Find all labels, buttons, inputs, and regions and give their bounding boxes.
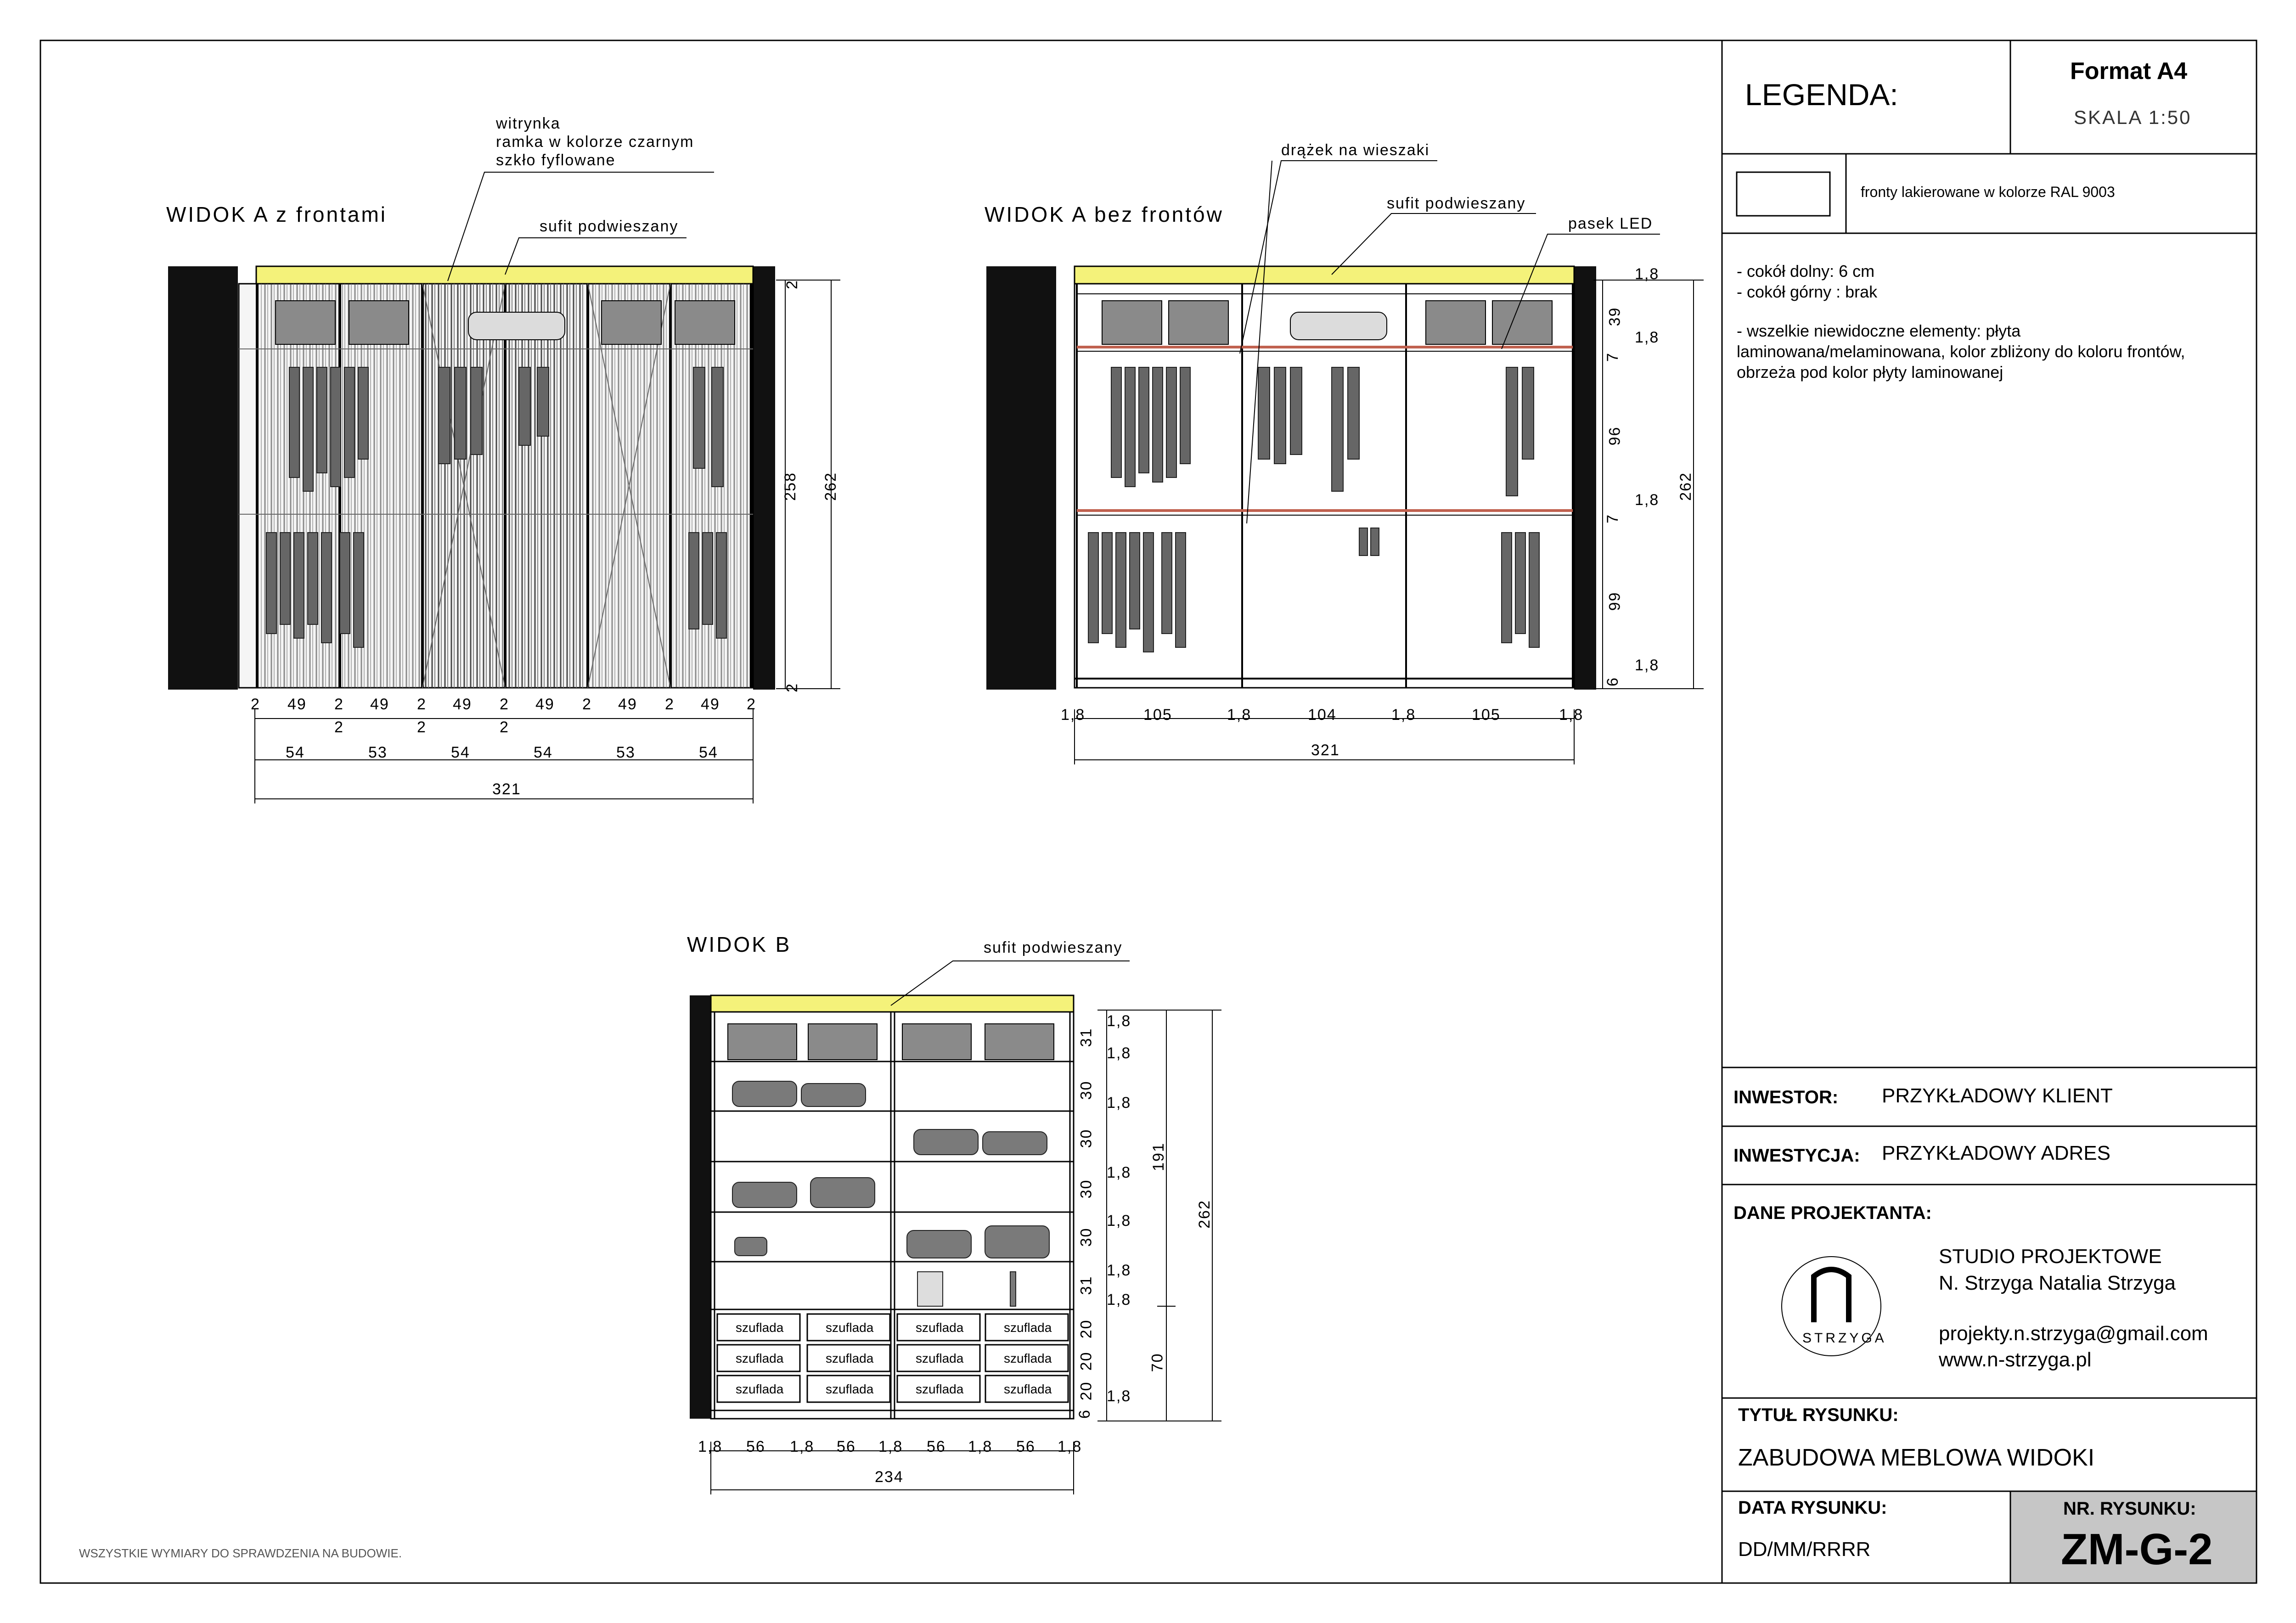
investment-value: PRZYKŁADOWY ADRES (1882, 1142, 2110, 1164)
dim-total: 321 (1311, 741, 1340, 759)
investor-value: PRZYKŁADOWY KLIENT (1882, 1084, 2113, 1107)
storage-box (1169, 301, 1228, 344)
dim: 105 (1472, 706, 1501, 724)
storage-box (808, 1024, 877, 1060)
dim: 1,8 (1635, 329, 1660, 346)
suitcase (468, 312, 565, 340)
dim: 30 (1077, 1080, 1095, 1100)
studio-line2: N. Strzyga Natalia Strzyga (1939, 1272, 2176, 1294)
dim: 49 (535, 696, 555, 713)
dim: 1,8 (1107, 1045, 1131, 1062)
dim: 2 (582, 696, 592, 713)
dim: 2 (665, 696, 675, 713)
suitcase (1290, 312, 1387, 340)
dim: 2 (500, 696, 509, 713)
wall-right (1574, 266, 1596, 690)
wall-left (168, 266, 238, 690)
drawer-label: szuflada (916, 1382, 964, 1396)
storage-box (1102, 301, 1162, 344)
dim: 2 (417, 696, 427, 713)
dim: 56 (746, 1438, 765, 1455)
dim: 1,8 (1058, 1438, 1082, 1455)
dim: 1,8 (878, 1438, 903, 1455)
wall-right (753, 266, 775, 690)
designer-label: DANE PROJEKTANTA: (1733, 1203, 1932, 1223)
dim: 30 (1077, 1227, 1095, 1247)
ceiling-panel (256, 266, 753, 284)
dim: 1,8 (1227, 706, 1252, 724)
studio-www: www.n-strzyga.pl (1939, 1348, 2092, 1371)
led-note: pasek LED (1568, 215, 1653, 232)
dim: 2 (783, 683, 801, 692)
dim-total: 321 (492, 781, 521, 798)
dim: 53 (616, 744, 636, 761)
drawing-title-value: ZABUDOWA MEBLOWA WIDOKI (1738, 1444, 2095, 1471)
dim: 2 (783, 280, 801, 289)
dim: 7 (1604, 352, 1621, 362)
dim: 99 (1606, 591, 1624, 611)
investor-label: INWESTOR: (1733, 1087, 1839, 1107)
legend-swatch-text: fronty lakierowane w kolorze RAL 9003 (1861, 184, 2115, 200)
dim: 54 (534, 744, 553, 761)
drawer-label: szuflada (916, 1351, 964, 1365)
drawer-label: szuflada (736, 1320, 784, 1335)
dim-height: 262 (822, 472, 839, 501)
date-label: DATA RYSUNKU: (1738, 1498, 1887, 1518)
dim: 6 (1604, 677, 1621, 686)
drawer-label: szuflada (826, 1320, 874, 1335)
storage-box (276, 301, 335, 344)
dim: 31 (1077, 1028, 1095, 1047)
glass-note-line3: szkło fyflowane (496, 152, 616, 169)
glass-note-line1: witrynka (496, 115, 561, 132)
note-line: - cokół górny : brak (1737, 282, 1878, 301)
glass-panel (507, 284, 585, 688)
drawer-label: szuflada (1004, 1382, 1052, 1396)
format-label: Format A4 (2070, 58, 2188, 84)
dim: 1,8 (1107, 1094, 1131, 1112)
footer-note: WSZYSTKIE WYMIARY DO SPRAWDZENIA NA BUDOWIE. (79, 1546, 402, 1560)
storage-box (728, 1024, 797, 1060)
dim: 1,8 (1107, 1387, 1131, 1405)
dim: 1,8 (790, 1438, 815, 1455)
dim: 31 (1077, 1275, 1095, 1295)
storage-box (602, 301, 661, 344)
studio-email: projekty.n.strzyga@gmail.com (1939, 1322, 2208, 1345)
number-value: ZM-G-2 (2061, 1525, 2213, 1574)
dim-height: 262 (1677, 472, 1694, 501)
dim: 2 (500, 719, 509, 736)
dim: 56 (927, 1438, 946, 1455)
dim: 104 (1308, 706, 1337, 724)
ceiling-note: sufit podwieszany (984, 939, 1123, 956)
view-a-nofronts-title: WIDOK A bez frontów (985, 202, 1224, 226)
scale-label: SKALA 1:50 (2074, 107, 2192, 128)
dim: 2 (334, 719, 344, 736)
legend-label: LEGENDA: (1745, 78, 1898, 112)
dim: 7 (1604, 514, 1621, 523)
view-a-fronts-title: WIDOK A z frontami (166, 202, 387, 226)
drawer-label: szuflada (736, 1382, 784, 1396)
dim: 1,8 (1107, 1262, 1131, 1279)
dim: 53 (368, 744, 388, 761)
dim: 105 (1143, 706, 1172, 724)
logo-text: STRZYGA (1802, 1331, 1887, 1346)
note-line: - cokół dolny: 6 cm (1737, 262, 1875, 281)
date-value: DD/MM/RRRR (1738, 1538, 1871, 1561)
storage-box (349, 301, 409, 344)
dim: 2 (747, 696, 756, 713)
glass-note-line2: ramka w kolorze czarnym (496, 133, 694, 151)
storage-box (985, 1024, 1054, 1060)
dim: 2 (417, 719, 427, 736)
dim-70: 70 (1148, 1353, 1166, 1372)
dim: 96 (1606, 426, 1624, 446)
note-line: - wszelkie niewidoczne elementy: płyta (1737, 321, 2021, 340)
dim: 2 (251, 696, 260, 713)
dim: 2 (334, 696, 344, 713)
dim: 39 (1606, 307, 1624, 326)
wall-left (690, 995, 711, 1419)
dim: 6 (1075, 1409, 1093, 1419)
dim: 30 (1077, 1129, 1095, 1148)
number-label: NR. RYSUNKU: (2063, 1499, 2196, 1519)
dim: 1,8 (1635, 491, 1660, 509)
note-line: obrzeża pod kolor płyty laminowanej (1737, 363, 2003, 382)
dim-height: 262 (1195, 1200, 1213, 1229)
notes-block (1737, 261, 2185, 382)
dim: 49 (701, 696, 720, 713)
dim: 1,8 (1107, 1212, 1131, 1230)
drawer-label: szuflada (826, 1382, 874, 1396)
dim: 20 (1077, 1381, 1095, 1401)
rod-note: drążek na wieszaki (1281, 141, 1430, 159)
drawer-label: szuflada (736, 1351, 784, 1365)
drawer-label: szuflada (826, 1351, 874, 1365)
dim: 1,8 (968, 1438, 993, 1455)
dim: 49 (287, 696, 307, 713)
dim: 54 (286, 744, 305, 761)
drawer-label: szuflada (1004, 1351, 1052, 1365)
drawer-label: szuflada (1004, 1320, 1052, 1335)
dim: 258 (781, 472, 799, 501)
dim: 1,8 (1559, 706, 1584, 724)
dim: 1,8 (1107, 1164, 1131, 1181)
dim: 54 (699, 744, 718, 761)
dim: 49 (453, 696, 472, 713)
ceiling-panel (1075, 266, 1574, 284)
ceiling-note: sufit podwieszany (540, 218, 679, 235)
dim-191: 191 (1149, 1142, 1167, 1171)
dim-total: 234 (875, 1468, 904, 1486)
legend-swatch (1737, 172, 1830, 216)
ceiling-note: sufit podwieszany (1387, 195, 1526, 212)
dim: 49 (370, 696, 389, 713)
view-b (690, 961, 1221, 1494)
dim: 30 (1077, 1179, 1095, 1199)
storage-box (902, 1024, 971, 1060)
dim: 1,8 (1635, 657, 1660, 674)
studio-line1: STUDIO PROJEKTOWE (1939, 1245, 2162, 1268)
dim: 56 (1016, 1438, 1035, 1455)
wall-left (986, 266, 1056, 690)
storage-box (1426, 301, 1486, 344)
logo-mark-icon (1814, 1269, 1849, 1322)
dim: 1,8 (1635, 265, 1660, 283)
dim: 20 (1077, 1351, 1095, 1371)
ceiling-panel (711, 995, 1074, 1012)
dim: 1,8 (698, 1438, 723, 1455)
dim: 54 (451, 744, 470, 761)
note-line: laminowana/melaminowana, kolor zbliżony do koloru frontów, (1737, 342, 2185, 361)
dim: 1,8 (1061, 706, 1086, 724)
dim: 1,8 (1107, 1291, 1131, 1309)
dim: 20 (1077, 1319, 1095, 1339)
view-a-no-fronts (986, 161, 1704, 764)
storage-box (1492, 301, 1552, 344)
drawing-title-label: TYTUŁ RYSUNKU: (1738, 1405, 1899, 1425)
dim: 1,8 (1107, 1012, 1131, 1030)
dim: 56 (837, 1438, 856, 1455)
view-b-title: WIDOK B (687, 932, 792, 956)
drawer-label: szuflada (916, 1320, 964, 1335)
dim: 1,8 (1391, 706, 1416, 724)
storage-box (675, 301, 735, 344)
investment-label: INWESTYCJA: (1733, 1146, 1860, 1166)
dim: 49 (618, 696, 637, 713)
